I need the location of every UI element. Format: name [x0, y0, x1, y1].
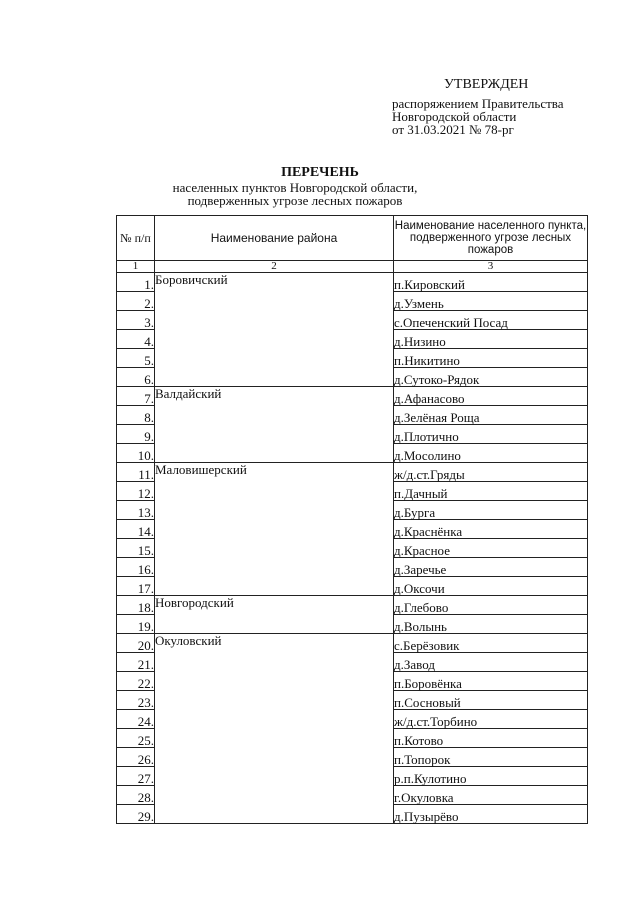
settlement-name: д.Красное	[394, 539, 588, 558]
row-number: 13.	[117, 501, 155, 520]
settlement-name: д.Бурга	[394, 501, 588, 520]
settlement-name: д.Низино	[394, 330, 588, 349]
approval-line: Новгородской области	[392, 109, 517, 124]
settlement-name: д.Краснёнка	[394, 520, 588, 539]
approval-block	[392, 78, 612, 136]
settlement-name: д.Зелёная Роща	[394, 406, 588, 425]
table-header-row	[117, 216, 588, 261]
settlement-name: п.Дачный	[394, 482, 588, 501]
settlement-name: п.Боровёнка	[394, 672, 588, 691]
table-body	[117, 273, 588, 824]
settlement-name: п.Топорок	[394, 748, 588, 767]
row-number: 7.	[117, 387, 155, 406]
settlement-name: с.Опеченский Посад	[394, 311, 588, 330]
settlement-name: п.Котово	[394, 729, 588, 748]
settlement-name: п.Сосновый	[394, 691, 588, 710]
row-number: 11.	[117, 463, 155, 482]
district-name: Валдайский	[155, 387, 394, 463]
settlement-name: д.Афанасово	[394, 387, 588, 406]
row-number: 8.	[117, 406, 155, 425]
document-subtitle: населенных пунктов Новгородской области, подверженных угрозе лесных пожаров	[172, 180, 418, 208]
row-number: 2.	[117, 292, 155, 311]
settlement-name: п.Кировский	[394, 273, 588, 292]
settlement-name: д.Заречье	[394, 558, 588, 577]
settlement-name: д.Глебово	[394, 596, 588, 615]
settlements-table	[116, 215, 588, 824]
row-number: 12.	[117, 482, 155, 501]
table-row	[117, 387, 588, 406]
row-number: 17.	[117, 577, 155, 596]
header-number: № п/п	[117, 216, 155, 261]
settlement-name: г.Окуловка	[394, 786, 588, 805]
row-number: 20.	[117, 634, 155, 653]
row-number: 22.	[117, 672, 155, 691]
settlement-name: д.Мосолино	[394, 444, 588, 463]
district-name: Окуловский	[155, 634, 394, 824]
column-index: 3	[394, 261, 588, 273]
row-number: 9.	[117, 425, 155, 444]
settlement-name: д.Волынь	[394, 615, 588, 634]
row-number: 3.	[117, 311, 155, 330]
row-number: 25.	[117, 729, 155, 748]
row-number: 27.	[117, 767, 155, 786]
row-number: 29.	[117, 805, 155, 824]
header-district: Наименование района	[155, 216, 394, 261]
settlement-name: д.Сутоко-Рядок	[394, 368, 588, 387]
row-number: 18.	[117, 596, 155, 615]
document-title: ПЕРЕЧЕНЬ	[281, 165, 359, 180]
district-name: Боровичский	[155, 273, 394, 387]
row-number: 14.	[117, 520, 155, 539]
row-number: 6.	[117, 368, 155, 387]
settlement-name: р.п.Кулотино	[394, 767, 588, 786]
approval-line: распоряжением Правительства	[392, 96, 564, 111]
column-index: 2	[155, 261, 394, 273]
row-number: 26.	[117, 748, 155, 767]
settlement-name: ж/д.ст.Торбино	[394, 710, 588, 729]
row-number: 1.	[117, 273, 155, 292]
row-number: 24.	[117, 710, 155, 729]
table-row	[117, 273, 588, 292]
row-number: 23.	[117, 691, 155, 710]
settlement-name: д.Оксочи	[394, 577, 588, 596]
header-place: Наименование населенного пункта, подверженного угрозе лесных пожаров	[394, 216, 588, 261]
settlement-name: д.Пузырёво	[394, 805, 588, 824]
row-number: 19.	[117, 615, 155, 634]
row-number: 4.	[117, 330, 155, 349]
district-name: Маловишерский	[155, 463, 394, 596]
settlement-name: д.Плотично	[394, 425, 588, 444]
row-number: 10.	[117, 444, 155, 463]
approval-line: от 31.03.2021 № 78-рг	[392, 122, 514, 137]
table-row	[117, 463, 588, 482]
settlement-name: д.Узмень	[394, 292, 588, 311]
settlement-name: с.Берёзовик	[394, 634, 588, 653]
row-number: 5.	[117, 349, 155, 368]
table-row	[117, 634, 588, 653]
settlement-name: д.Завод	[394, 653, 588, 672]
column-index: 1	[117, 261, 155, 273]
approval-heading: УТВЕРЖДЕН	[444, 77, 529, 92]
row-number: 15.	[117, 539, 155, 558]
row-number: 21.	[117, 653, 155, 672]
district-name: Новгородский	[155, 596, 394, 634]
settlement-name: ж/д.ст.Гряды	[394, 463, 588, 482]
row-number: 16.	[117, 558, 155, 577]
row-number: 28.	[117, 786, 155, 805]
column-index-row	[117, 261, 588, 273]
settlement-name: п.Никитино	[394, 349, 588, 368]
table-row	[117, 596, 588, 615]
